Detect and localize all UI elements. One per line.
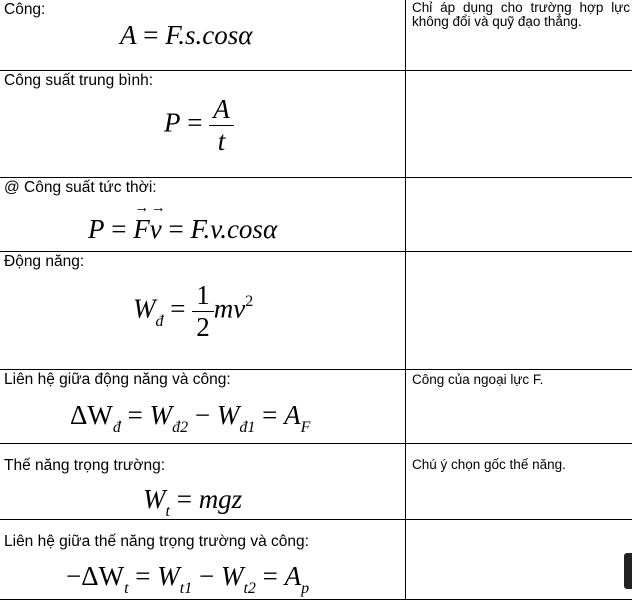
table-row (0, 370, 632, 444)
table-row (0, 0, 632, 71)
cell-note (406, 0, 632, 71)
row-label-avg-power: Công suất trung bình: (0, 71, 405, 90)
note-work: Chỉ áp dụng cho trường hợp lực không đổi và quỹ đạo thẳng. (406, 0, 632, 29)
row-label-work: Công: (0, 0, 405, 19)
row-label-kinetic: Động năng: (0, 252, 405, 271)
row-label-kinetic-work: Liên hệ giữa động năng và công: (0, 370, 405, 389)
note-kinetic-work: Công của ngoại lực F. (406, 370, 632, 387)
formula-work: A = F.s.cosα (120, 20, 252, 51)
table-row (0, 444, 632, 520)
table-row (0, 520, 632, 600)
table-row (0, 178, 632, 252)
note-potential: Chú ý chọn gốc thế năng. (406, 444, 632, 472)
formula-kinetic-work: $\Delta W_đ = W_{đ2} - W_{đ1} = A_F$ (70, 400, 310, 431)
row-label-potential: Thế năng trọng trường: (0, 444, 405, 475)
formula-avg-power: P = $\frac{A}{t}$ (164, 94, 234, 157)
row-label-inst-power: @ Công suất tức thời: (0, 178, 405, 197)
table-row (0, 71, 632, 178)
row-label-potential-work: Liên hệ giữa thế năng trọng trường và công: (0, 520, 405, 551)
cell-label (0, 0, 406, 71)
scroll-tab-handle[interactable] (624, 553, 632, 589)
table-row (0, 252, 632, 370)
formula-inst-power: P = → F→ v = F.v.cosα (88, 214, 277, 245)
formula-kinetic: $W_đ$ = $\frac{1}{2}$ $mv^2$ (133, 280, 253, 343)
formula-potential-work: $-\Delta W_t = W_{t1} - W_{t2} = A_p$ (66, 561, 309, 592)
formula-potential: $W_t$ = mgz (143, 484, 242, 515)
